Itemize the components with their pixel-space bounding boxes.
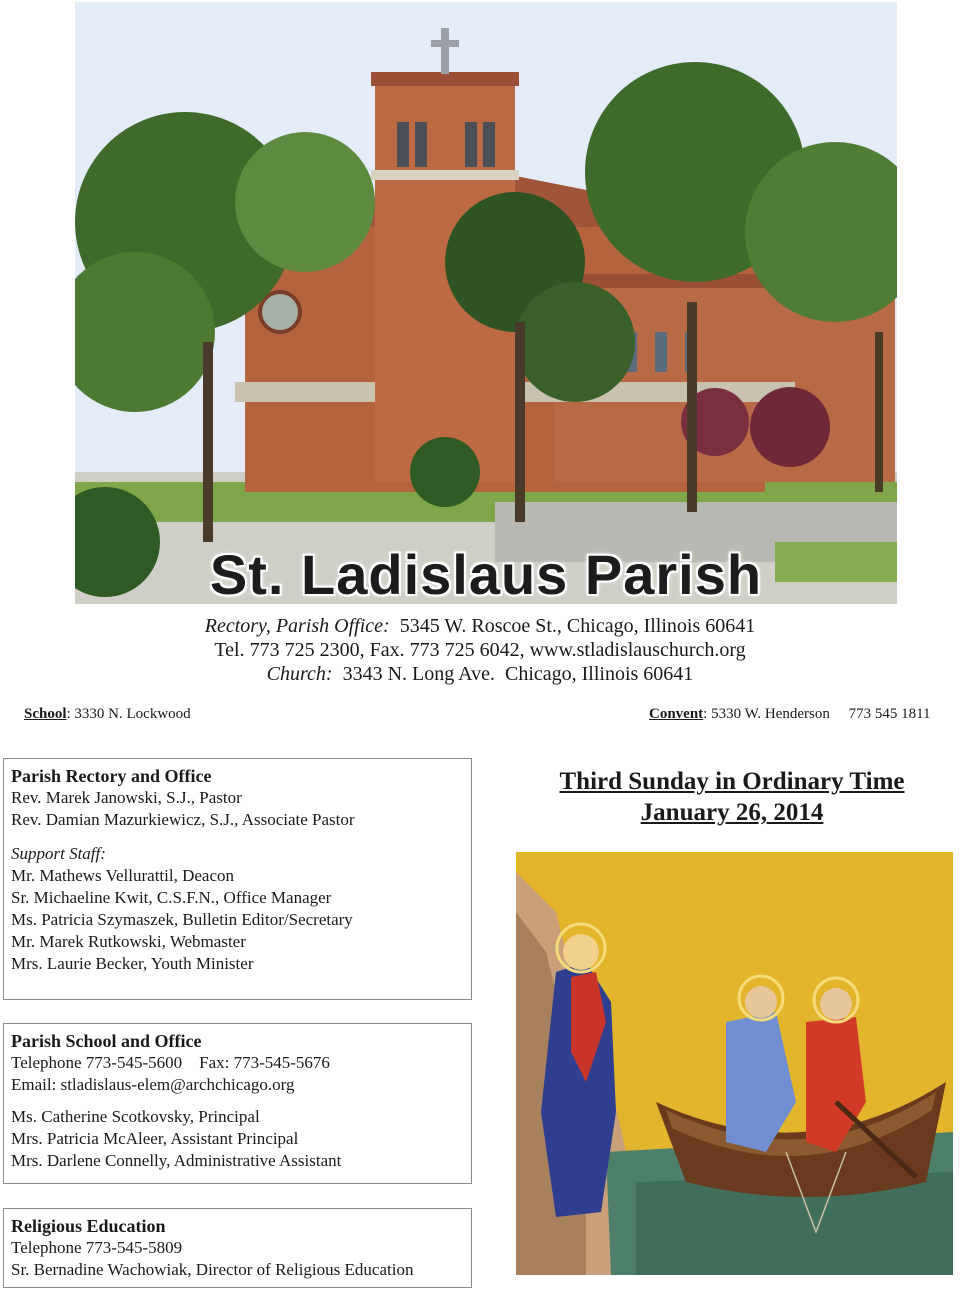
church-photo	[75, 2, 897, 604]
staff-item: Ms. Patricia Szymaszek, Bulletin Editor/Secretary	[11, 910, 353, 929]
associate-pastor-line: Rev. Damian Mazurkiewicz, S.J., Associate Pastor	[11, 810, 355, 829]
parish-name-title: St. Ladislaus Parish	[209, 543, 763, 604]
painting-illustration	[516, 852, 953, 1275]
school-label: School	[24, 706, 67, 722]
church-address-line	[0, 662, 960, 686]
rectory-office-box	[3, 758, 472, 1000]
convent-label: Convent	[649, 706, 704, 722]
religious-director: Sr. Bernadine Wachowiak, Director of Religious Education	[11, 1260, 414, 1279]
school-phone-fax: Telephone 773-545-5600 Fax: 773-545-5676	[11, 1053, 330, 1072]
sunday-title: Third Sunday in Ordinary Time	[559, 768, 905, 795]
religious-education-box	[3, 1208, 472, 1288]
church-illustration	[75, 2, 897, 604]
parish-address-block	[0, 614, 960, 686]
convent-address-value: : 5330 W. Henderson 773 545 1811	[703, 706, 931, 722]
school-staff-item: Mrs. Patricia McAleer, Assistant Principal	[11, 1129, 299, 1148]
staff-item: Mr. Mathews Vellurattil, Deacon	[11, 866, 235, 885]
rectory-address-value: 5345 W. Roscoe St., Chicago, Illinois 60641	[399, 615, 756, 637]
church-address-value: 3343 N. Long Ave. Chicago, Illinois 60641	[342, 663, 694, 685]
rectory-title: Parish Rectory and Office	[11, 766, 212, 786]
liturgical-heading	[520, 766, 944, 828]
religious-title: Religious Education	[11, 1216, 166, 1236]
calling-of-apostles-painting	[516, 852, 953, 1275]
school-address-line	[24, 706, 191, 723]
staff-item: Sr. Michaeline Kwit, C.S.F.N., Office Manager	[11, 888, 332, 907]
sunday-date: January 26, 2014	[640, 799, 824, 826]
school-staff-item: Ms. Catherine Scotkovsky, Principal	[11, 1107, 260, 1126]
rectory-address-line	[0, 614, 960, 638]
school-staff-item: Mrs. Darlene Connelly, Administrative Assistant	[11, 1151, 342, 1170]
school-address-value: : 3330 N. Lockwood	[66, 706, 191, 722]
contact-line: Tel. 773 725 2300, Fax. 773 725 6042, www.stladislauschurch.org	[214, 639, 746, 661]
rectory-address-label: Rectory, Parish Office:	[204, 615, 390, 637]
school-title: Parish School and Office	[11, 1031, 202, 1051]
religious-phone: Telephone 773-545-5809	[11, 1238, 183, 1257]
staff-item: Mr. Marek Rutkowski, Webmaster	[11, 932, 246, 951]
staff-item: Mrs. Laurie Becker, Youth Minister	[11, 954, 254, 973]
pastor-line: Rev. Marek Janowski, S.J., Pastor	[11, 788, 242, 807]
school-email: Email: stladislaus-elem@archchicago.org	[11, 1075, 295, 1094]
school-office-box	[3, 1023, 472, 1184]
church-address-label: Church:	[266, 663, 333, 685]
convent-address-line	[649, 706, 931, 723]
support-staff-label: Support Staff:	[11, 844, 106, 863]
